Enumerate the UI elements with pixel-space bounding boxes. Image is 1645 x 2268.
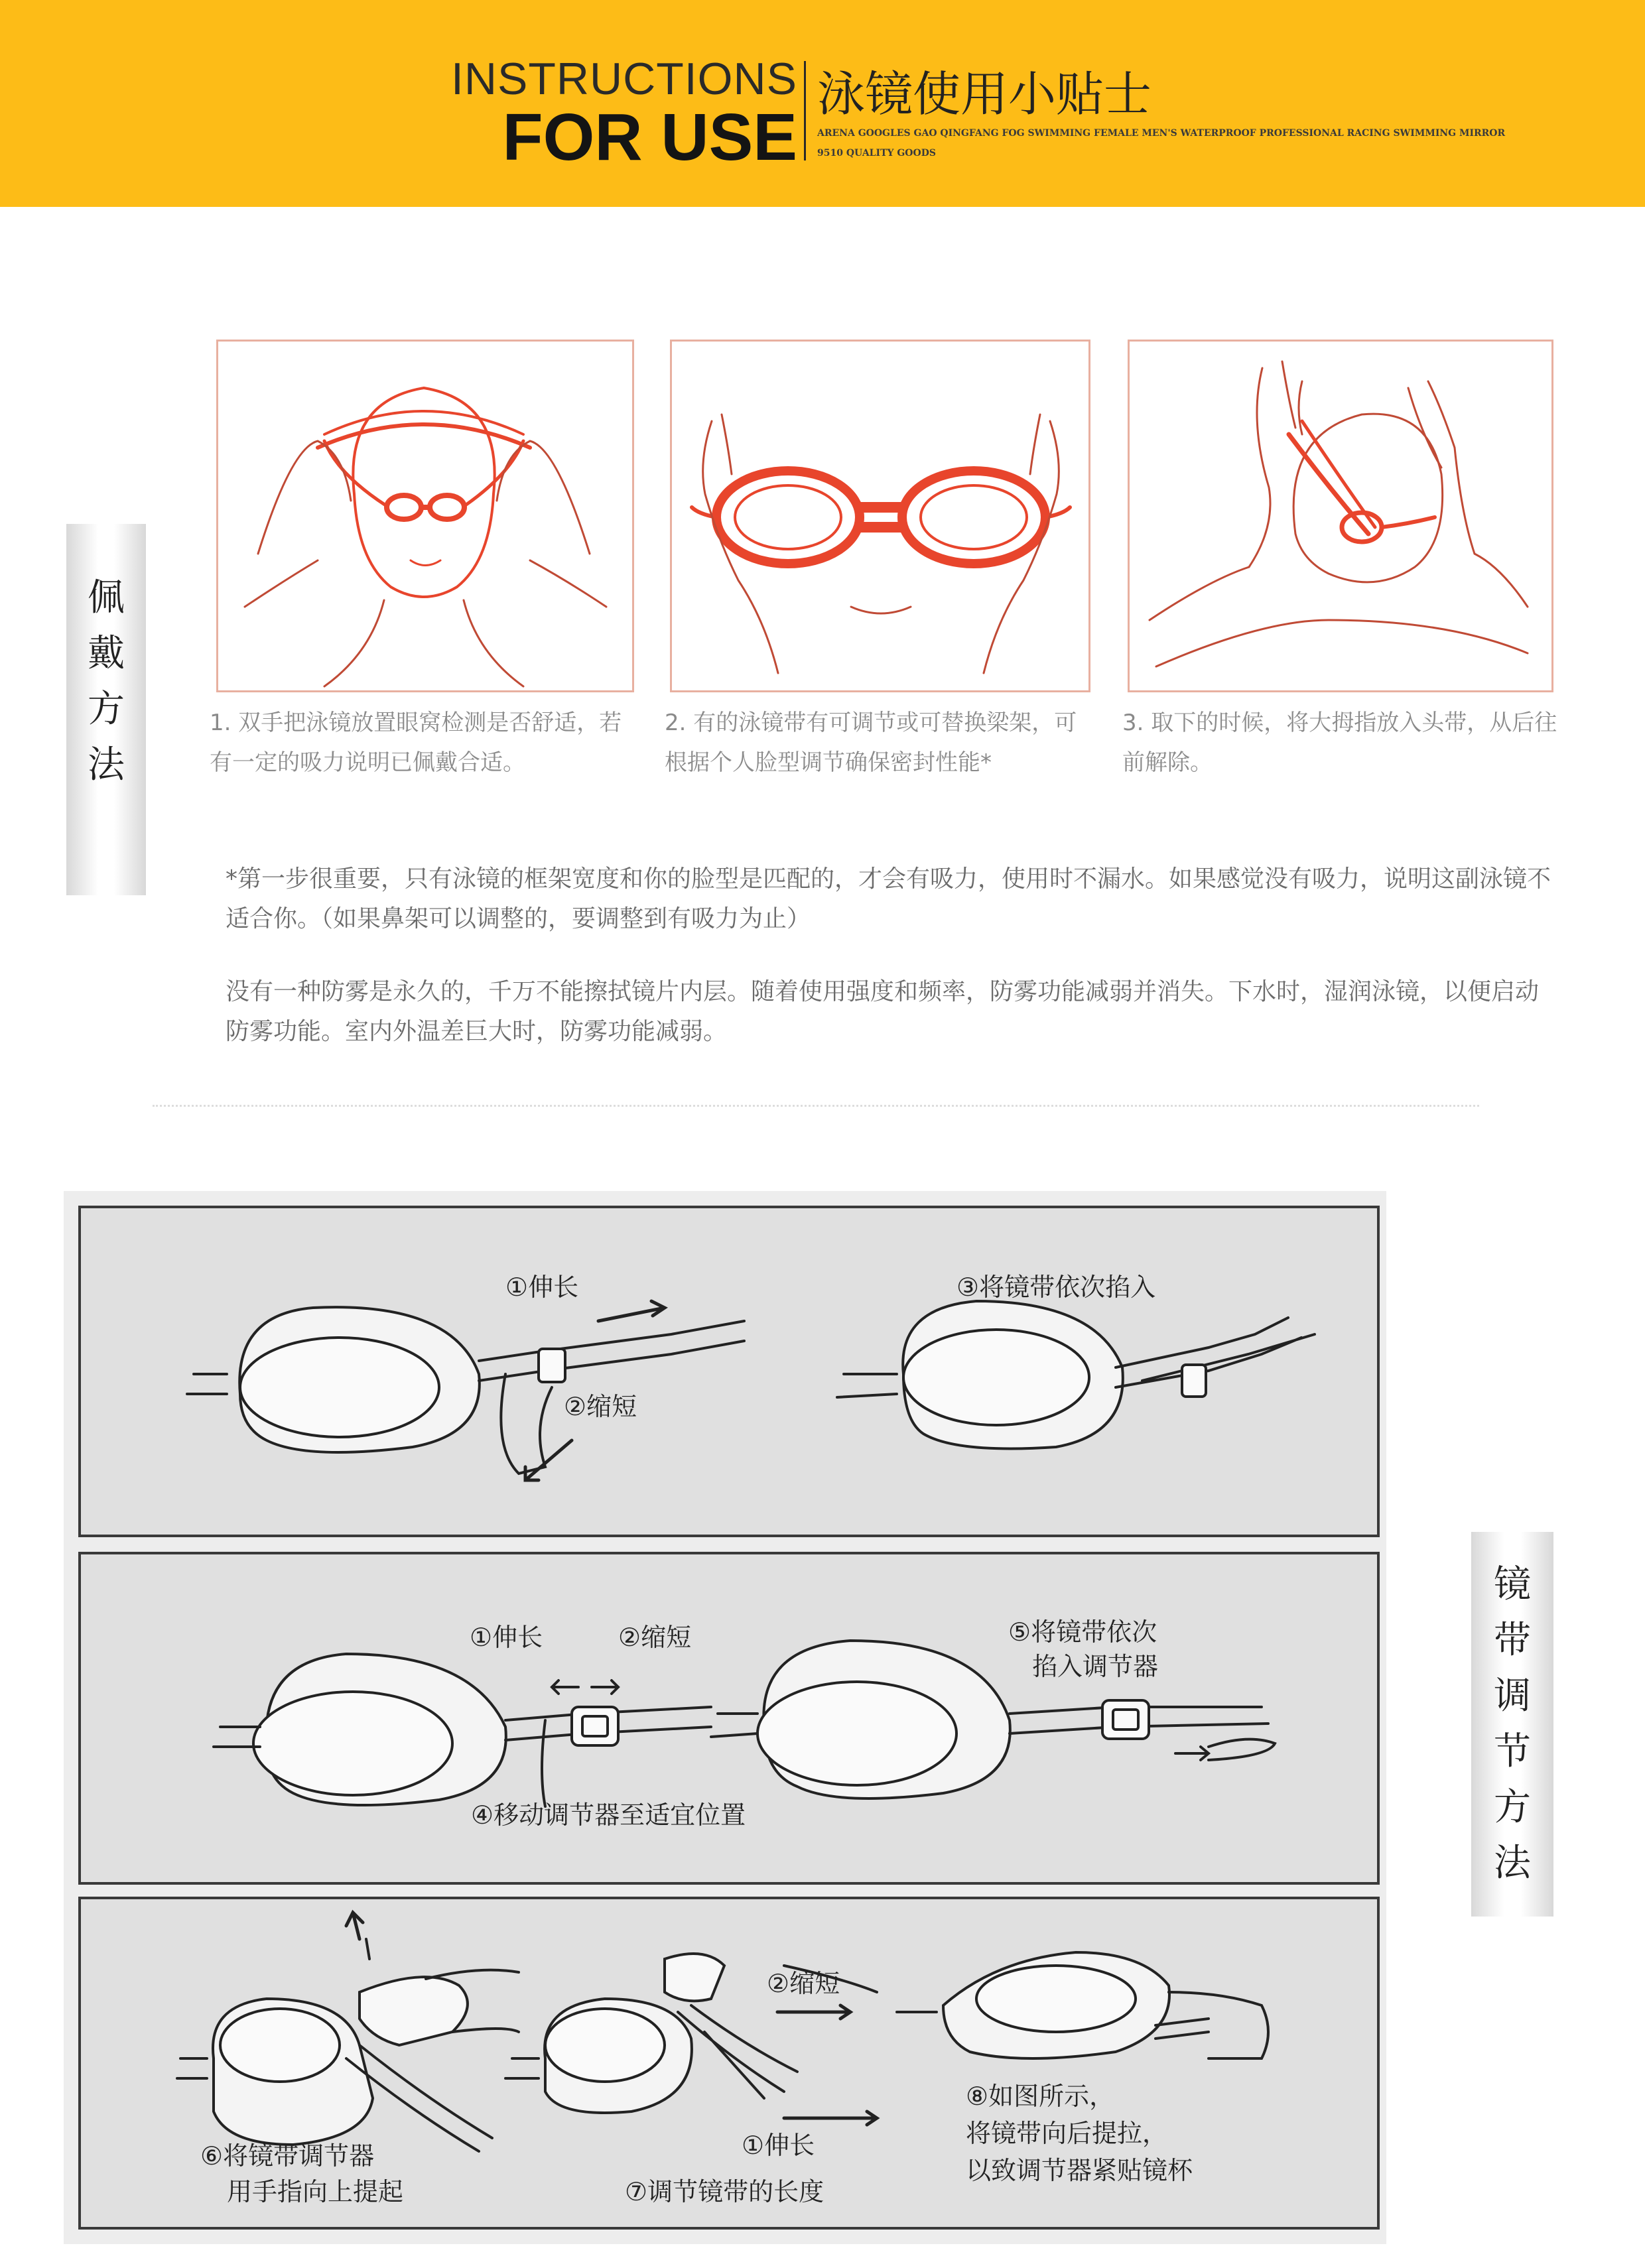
wear-note-important: *第一步很重要，只有泳镜的框架宽度和你的脸型是匹配的，才会有吸力，使用时不漏水。如果感觉没有吸力，说明这副泳镜不适合你。（如果鼻架可以调整的，要调整到有吸力为止）	[226, 865, 1551, 932]
wear-side-char: 佩	[88, 576, 125, 619]
row1-extend-label: ①伸长	[505, 1273, 579, 1302]
wear-step2-illustration	[670, 340, 1090, 692]
adjust-row1-panel	[78, 1206, 1380, 1537]
section-divider	[153, 1105, 1479, 1107]
row3-shorten-label: ②缩短	[767, 1969, 840, 1998]
adjust-side-label	[1471, 1532, 1553, 1917]
adjust-row3-panel	[78, 1897, 1380, 2230]
wear-note-antifog: 没有一种防雾是永久的，千万不能擦拭镜片内层。随着使用强度和频率，防雾功能减弱并消失。下水时，湿润泳镜，以便启动防雾功能。室内外温差巨大时，防雾功能减弱。	[226, 978, 1540, 1045]
row2-shorten-label: ②缩短	[618, 1623, 692, 1652]
wear-side-char: 方	[88, 688, 125, 731]
wear-side-char: 法	[88, 743, 125, 787]
row3-lift-label-line2: 用手指向上提起	[227, 2177, 404, 2206]
wear-step1-caption: 1. 双手把泳镜放置眼窝检测是否舒适，若有一定的吸力说明已佩戴合适。	[210, 710, 622, 776]
wear-step1-illustration	[216, 340, 634, 692]
row3-pull-label-line1: ⑧如图所示，	[966, 2082, 1115, 2111]
row3-extend-label: ①伸长	[742, 2131, 815, 2160]
adjust-side-char: 镜	[1494, 1563, 1531, 1606]
row3-length-label: ⑦调节镜带的长度	[625, 2177, 824, 2206]
row3-lift-label-line1: ⑥将镜带调节器	[200, 2141, 375, 2171]
wear-step3-illustration	[1128, 340, 1553, 692]
banner-title-zh: 泳镜使用小贴士	[817, 66, 1152, 122]
banner-title-line2: FOR USE	[502, 100, 797, 174]
adjust-side-char: 法	[1494, 1842, 1531, 1885]
wear-step2-caption: 2. 有的泳镜带有可调节或可替换梁架，可根据个人脸型调节确保密封性能*	[665, 710, 1077, 776]
row1-tuck-label: ③将镜带依次掐入	[956, 1273, 1156, 1302]
banner-title-line1: INSTRUCTIONS	[451, 54, 797, 104]
row1-shorten-label: ②缩短	[564, 1392, 637, 1421]
wear-side-char: 戴	[88, 632, 125, 675]
row2-extend-label: ①伸长	[470, 1623, 543, 1652]
wear-step3-caption: 3. 取下的时候，将大拇指放入头带，从后往前解除。	[1122, 710, 1557, 776]
row2-tuck-label-line1: ⑤将镜带依次	[1008, 1617, 1157, 1647]
header-banner	[0, 0, 1645, 207]
row3-pull-label-line3: 以致调节器紧贴镜杯	[966, 2156, 1193, 2185]
adjust-side-char: 带	[1494, 1619, 1531, 1662]
row2-move-label: ④移动调节器至适宜位置	[471, 1800, 746, 1830]
row3-pull-label-line2: 将镜带向后提拉，	[966, 2119, 1168, 2148]
adjust-side-char: 调	[1494, 1674, 1531, 1718]
banner-subtitle: ARENA GOOGLES GAO QINGFANG FOG SWIMMING FEMALE MEN'S WATERPROOF PROFESSIONAL RACING SWIMMING MIRROR 9510 QUALITY GOODS	[817, 128, 1506, 158]
wear-side-label	[66, 524, 146, 895]
adjust-row2-panel	[78, 1552, 1380, 1885]
row2-tuck-label-line2: 掐入调节器	[1032, 1652, 1159, 1681]
adjust-side-char: 方	[1494, 1786, 1531, 1829]
banner-divider	[804, 61, 806, 160]
adjust-side-char: 节	[1494, 1730, 1531, 1773]
